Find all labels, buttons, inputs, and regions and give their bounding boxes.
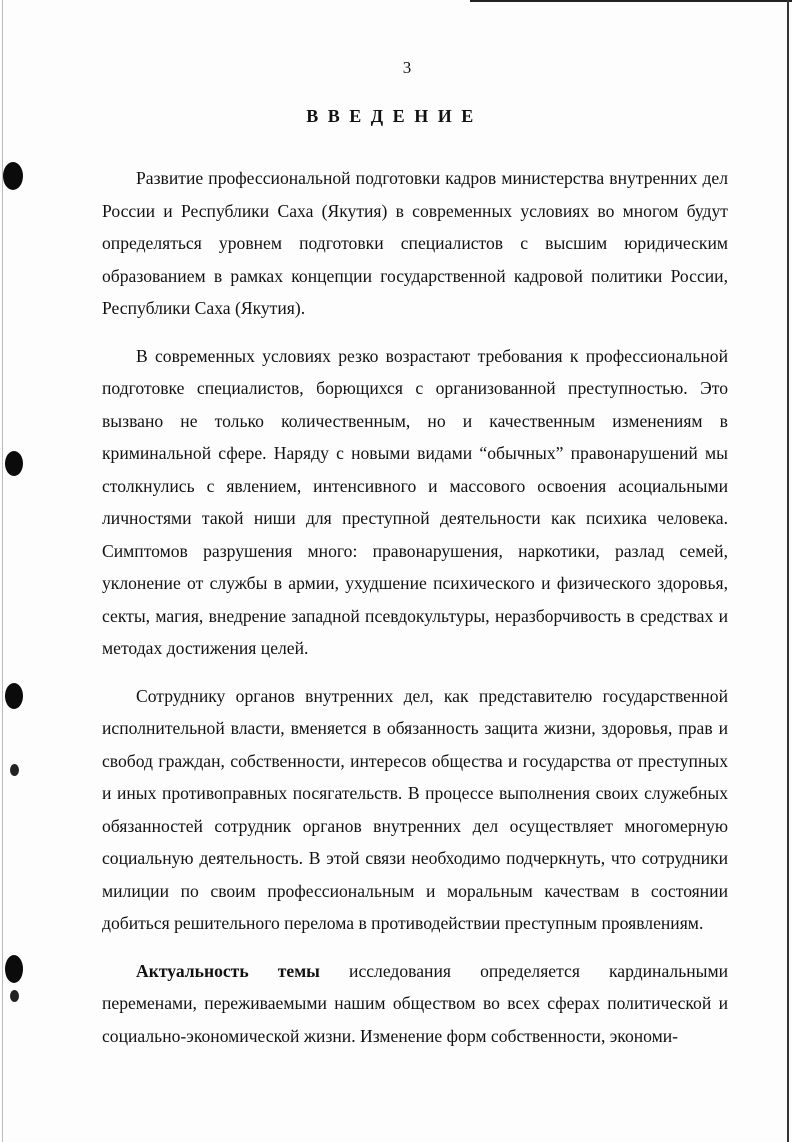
ink-speck-mark [10,990,19,1002]
paragraph [102,955,728,1053]
paragraph: В современных условиях резко возрастают требования к профессиональной подготовке специалистов, борющихся с организованной преступностью. Это вызвано не только количественным, но и качественным изменениям в криминальной сфере. Наряду с новыми видами “обычных” правонарушений мы столкнулись с явлением, интенсивного и массового освоения асоциальными личностями такой ниши для преступной деятельности как психика человека. Симптомов разрушения много: правонарушения, наркотики, разлад семей, уклонение от службы в армии, ухудшение психического и физического здоровья, секты, магия, внедрение западной псевдокультуры, неразборчивость в средствах и методах достижения целей. [102,345,728,658]
paragraph: Развитие профессиональной подготовки кадров министерства внутренних дел России и Республики Саха (Якутия) в современных условиях во многом будут определяться уровнем подготовки специалистов с высшим юридическим образованием в рамках концепции государственной кадровой политики России, Республики Саха (Якутия). [102,168,728,318]
paragraph: Сотруднику органов внутренних дел, как представителю государственной исполнительной власти, вменяется в обязанность защита жизни, здоровья, прав и свобод граждан, собственности, интересов общества и государства от преступных и иных противоправных посягательств. В процессе выполнения своих служебных обязанностей сотрудник органов внутренних дел осуществляет многомерную социальную деятельность. В этой связи необходимо подчеркнуть, что сотрудники милиции по своим профессиональным и моральным качествам в состоянии добиться решительного перелома в противодействии преступным проявлениям. [102,685,728,933]
scan-edge-right [787,0,789,1142]
body-text [102,162,728,1069]
section-heading: В В Е Д Е Н И Е [306,106,476,126]
binding-hole-mark [5,451,23,476]
scan-edge-top [470,0,792,2]
paragraph-text: исследования определяется кардинальными переменами, переживаемыми нашим обществом во всех сферах политической и социально-экономической жизни. Изменение форм собственности, экономи- [102,960,729,1046]
page-number: 3 [402,58,412,77]
binding-hole-mark [5,683,23,709]
binding-hole-mark [3,162,23,190]
paragraph-lead-term: Актуальность темы [136,960,320,981]
ink-speck-mark [10,764,19,776]
binding-hole-mark [5,955,23,983]
